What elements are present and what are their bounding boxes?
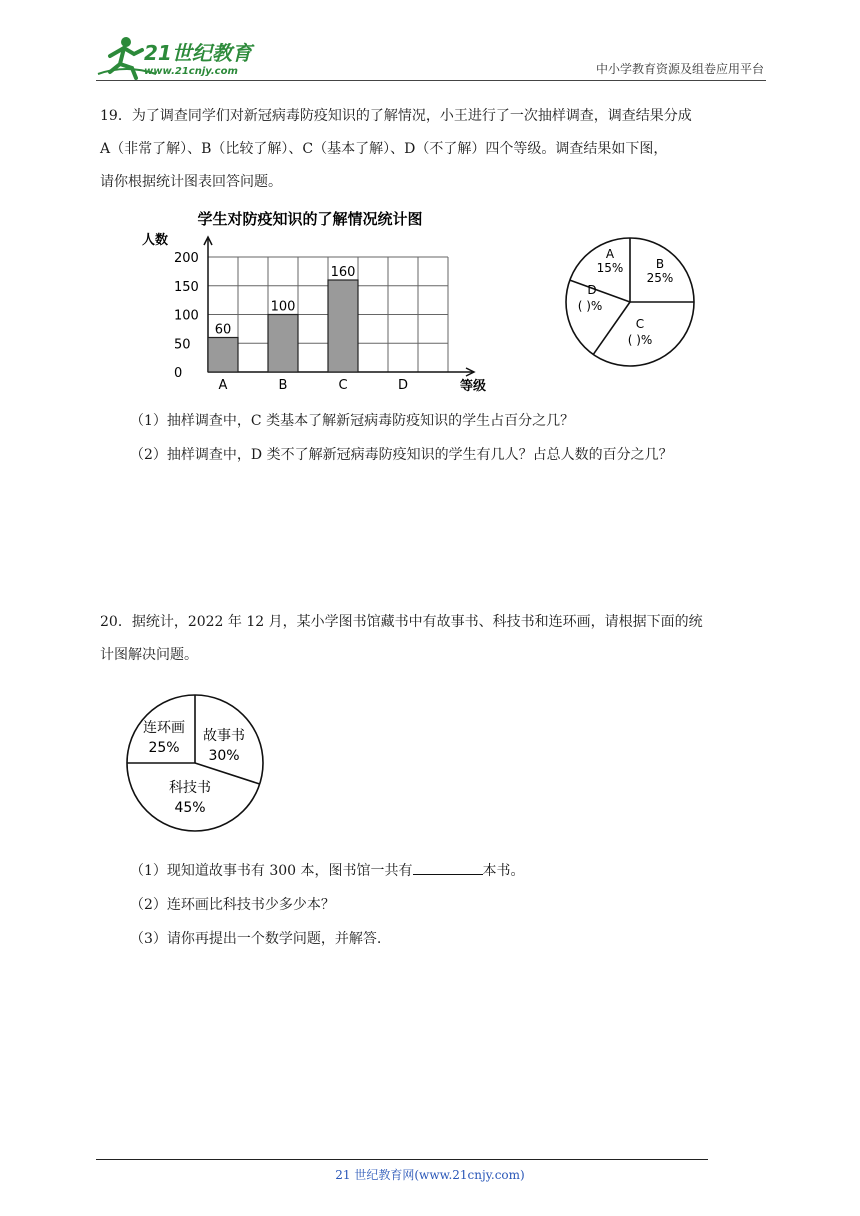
question-20	[100, 606, 764, 672]
pie-slice-value: ( )%	[627, 333, 653, 347]
bar	[268, 315, 298, 373]
q20-sub-1-unit: 本书。	[482, 863, 525, 879]
pie-slice-label: 科技书	[169, 780, 211, 796]
logo-text: 21世纪教育	[144, 41, 252, 65]
header-divider	[96, 80, 766, 81]
question-19	[100, 100, 764, 199]
pie-slice-label: D	[587, 283, 597, 297]
q20-sub-1-text: （1）现知道故事书有 300 本，图书馆一共有	[130, 863, 413, 879]
x-tick-label: D	[397, 378, 409, 392]
platform-name: 中小学教育资源及组卷应用平台	[595, 62, 764, 76]
pie-slice-value: 30%	[208, 748, 240, 764]
q20-sub-2: （2）连环画比科技书少多少本？	[130, 897, 335, 913]
x-tick-label: C	[338, 378, 348, 392]
x-tick-label: B	[278, 378, 288, 392]
site-logo	[96, 34, 266, 80]
bar-data-label: 100	[270, 299, 296, 315]
q20-line-2: 计图解决问题。	[100, 647, 198, 663]
y-tick-label: 100	[174, 308, 199, 324]
bar	[328, 280, 358, 372]
y-tick-label: 150	[174, 279, 199, 295]
pie-slice-label: B	[655, 257, 665, 271]
footer-text: 21 世纪教育网(www.21cnjy.com)	[335, 1168, 525, 1182]
logo-url: www.21cnjy.com	[144, 66, 238, 77]
q19-line-2: A（非常了解）、B（比较了解）、C（基本了解）、D（不了解）四个等级。调查结果如下图，	[100, 141, 668, 157]
chart-title: 学生对防疫知识的了解情况统计图	[197, 210, 423, 228]
pie-slice-label: C	[635, 317, 645, 331]
pie-chart-q19	[560, 232, 700, 372]
bar	[208, 338, 238, 373]
footer-divider	[96, 1159, 708, 1160]
q19-line-1: 19．为了调查同学们对新冠病毒防疫知识的了解情况，小王进行了一次抽样调查，调查结果分成	[100, 108, 692, 124]
pie-slice-value: 25%	[646, 271, 674, 285]
x-axis-label: 等级	[460, 379, 487, 392]
y-tick-label: 50	[174, 337, 191, 353]
pie-slice-value: 15%	[596, 261, 624, 275]
q19-sub-1: （1）抽样调查中，C 类基本了解新冠病毒防疫知识的学生占百分之几？	[130, 413, 575, 429]
pie-chart-q20	[124, 692, 266, 834]
x-tick-label: A	[218, 378, 228, 392]
pie-slice-label: A	[605, 247, 615, 261]
y-tick-label: 200	[174, 251, 199, 266]
answer-blank[interactable]	[413, 860, 483, 875]
pie-slice-value: 45%	[174, 800, 206, 816]
q20-line-1: 20．据统计，2022 年 12 月，某小学图书馆藏书中有故事书、科技书和连环画，请根据下面的统	[100, 614, 703, 630]
y-tick-label: 0	[174, 366, 183, 381]
q20-sub-1	[130, 860, 525, 880]
pie-slice-label: 故事书	[203, 728, 245, 744]
bar-chart	[140, 206, 490, 392]
pie-slice-value: 25%	[148, 740, 180, 756]
bar-data-label: 60	[214, 322, 232, 338]
q19-line-3: 请你根据统计图表回答问题。	[100, 174, 282, 190]
bar-data-label: 160	[330, 265, 356, 280]
pie-slice-label: 连环画	[143, 720, 185, 736]
q19-sub-2: （2）抽样调查中，D 类不了解新冠病毒防疫知识的学生有几人？占总人数的百分之几？	[130, 447, 673, 463]
pie-slice-value: ( )%	[577, 299, 603, 313]
q20-sub-3: （3）请你再提出一个数学问题，并解答.	[130, 931, 382, 947]
y-axis-label: 人数	[142, 233, 169, 248]
